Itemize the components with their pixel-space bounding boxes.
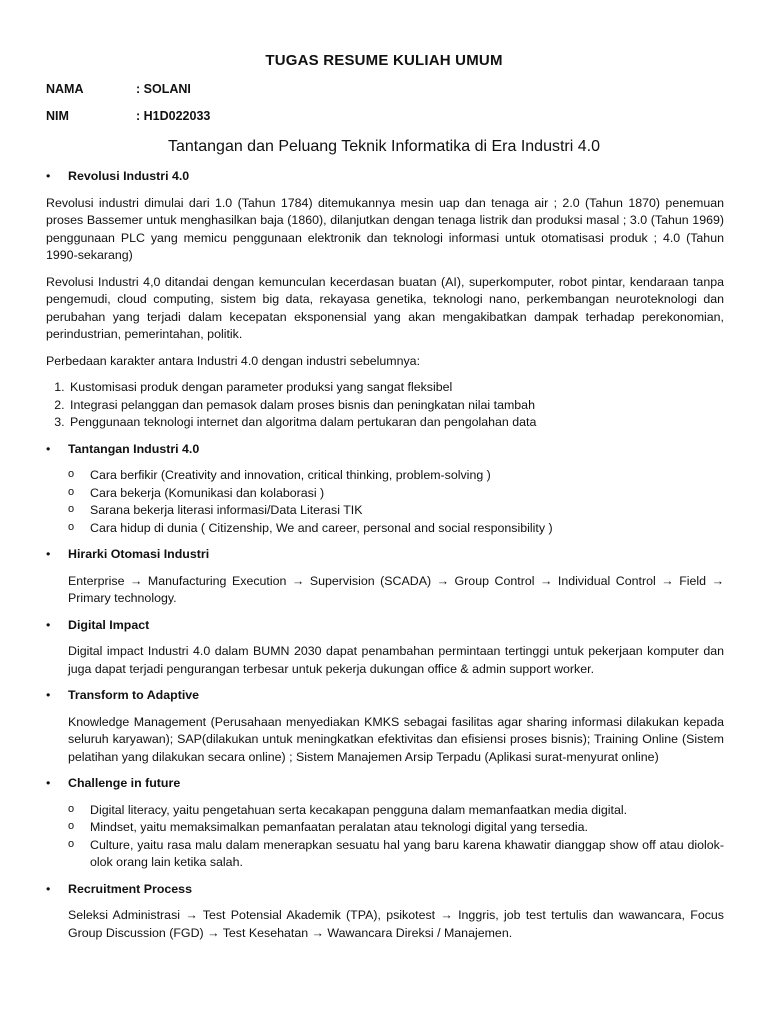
- section-heading-revolusi: • Revolusi Industri 4.0: [46, 168, 724, 186]
- nim-label: NIM: [46, 109, 69, 123]
- section-heading-hirarki: • Hirarki Otomasi Industri: [46, 546, 724, 564]
- paragraph-hirarki: Enterprise → Manufacturing Execution → Supervision (SCADA) → Group Control → Individual Control → Field → Primary technology.: [68, 573, 724, 605]
- document-subtitle: Tantangan dan Peluang Teknik Informatika di Era Industri 4.0: [168, 138, 600, 155]
- list-item: o Culture, yaitu rasa malu dalam menerapkan sesuatu hal yang baru karena khawatir dianggap show off atau diolok-olok orang lain ketika salah.: [68, 837, 724, 872]
- section-heading-recruitment: • Recruitment Process: [46, 881, 724, 899]
- list-item: 1. Kustomisasi produk dengan parameter produksi yang sangat fleksibel: [68, 379, 724, 397]
- nama-label: NAMA: [46, 82, 84, 96]
- paragraph-recruitment: Seleksi Administrasi → Test Potensial Akademik (TPA), psikotest → Inggris, job test tertulis dan wawancara, Focus Group Discussion (FGD) → Test Kesehatan → Wawancara Direksi / Manajemen.: [68, 908, 724, 940]
- list-item: o Cara bekerja (Komunikasi dan kolaborasi ): [68, 485, 724, 503]
- section-heading-digital-impact: • Digital Impact: [46, 617, 724, 635]
- list-item: 3. Penggunaan teknologi internet dan algoritma dalam pertukaran dan pengolahan data: [68, 414, 724, 432]
- paragraph-revolusi-ciri: Revolusi Industri 4,0 ditandai dengan kemunculan kecerdasan buatan (AI), superkomputer, robot pintar, kendaraan tanpa pengemudi, cloud computing, sistem big data, rekayasa genetika, teknologi nano, perkembangan neuroteknologi dan perubahan yang terjadi dalam kecepatan eksponensial yang akan mengakibatkan dampak terhadap perekonomian, perindustrian, pemerintahan, politik.: [46, 274, 724, 341]
- challenge-list: [46, 802, 724, 872]
- list-item: o Cara berfikir (Creativity and innovation, critical thinking, problem-solving ): [68, 467, 724, 485]
- section-heading-transform: • Transform to Adaptive: [46, 687, 724, 705]
- nim-value: : H1D022033: [136, 109, 211, 123]
- perbedaan-list: [46, 379, 724, 432]
- document-body: [46, 168, 724, 951]
- list-item: o Sarana bekerja literasi informasi/Data Literasi TIK: [68, 502, 724, 520]
- paragraph-digital-impact: Digital impact Industri 4.0 dalam BUMN 2030 dapat penambahan permintaan tertinggi untuk pekerjaan komputer dan juga dapat terjadi pengurangan terbesar untuk pekerja dukungan office & admin support worker.: [68, 644, 724, 676]
- list-item: o Cara hidup di dunia ( Citizenship, We and career, personal and social responsibility ): [68, 520, 724, 538]
- list-item: o Digital literacy, yaitu pengetahuan serta kecakapan pengguna dalam memanfaatkan media digital.: [68, 802, 724, 820]
- list-item: 2. Integrasi pelanggan dan pemasok dalam proses bisnis dan peningkatan nilai tambah: [68, 397, 724, 415]
- document-title: TUGAS RESUME KULIAH UMUM: [265, 52, 503, 69]
- tantangan-list: [46, 467, 724, 537]
- paragraph-transform: Knowledge Management (Perusahaan menyediakan KMKS sebagai fasilitas agar sharing informasi dilakukan kepada seluruh karyawan); SAP(dilakukan untuk meningkatkan efektivitas dan efisiensi proses bisnis); Training Online (Sistem pelatihan yang dilakukan secara online) ; Sistem Manajemen Arsip Terpadu (Aplikasi surat-menyurat online): [68, 714, 724, 764]
- paragraph-revolusi-history: Revolusi industri dimulai dari 1.0 (Tahun 1784) ditemukannya mesin uap dan tenaga air ; 2.0 (Tahun 1870) penemuan proses Bassemer untuk menghasilkan baja (1860), dilanjutkan dengan tenaga listrik dan produksi masal ; 3.0 (Tahun 1969) penggunaan PLC yang memicu penggunaan elektronik dan teknologi informasi untuk otomatisasi produk ; 4.0 (Tahun 1990-sekarang): [46, 195, 724, 262]
- nim-row: [46, 109, 210, 123]
- nama-row: [46, 82, 191, 96]
- section-heading-tantangan: • Tantangan Industri 4.0: [46, 441, 724, 459]
- nama-value: : SOLANI: [136, 82, 191, 96]
- section-heading-challenge: • Challenge in future: [46, 775, 724, 793]
- list-item: o Mindset, yaitu memaksimalkan pemanfaatan peralatan atau teknologi digital yang tersedia.: [68, 819, 724, 837]
- paragraph-perbedaan-intro: Perbedaan karakter antara Industri 4.0 dengan industri sebelumnya:: [46, 353, 421, 368]
